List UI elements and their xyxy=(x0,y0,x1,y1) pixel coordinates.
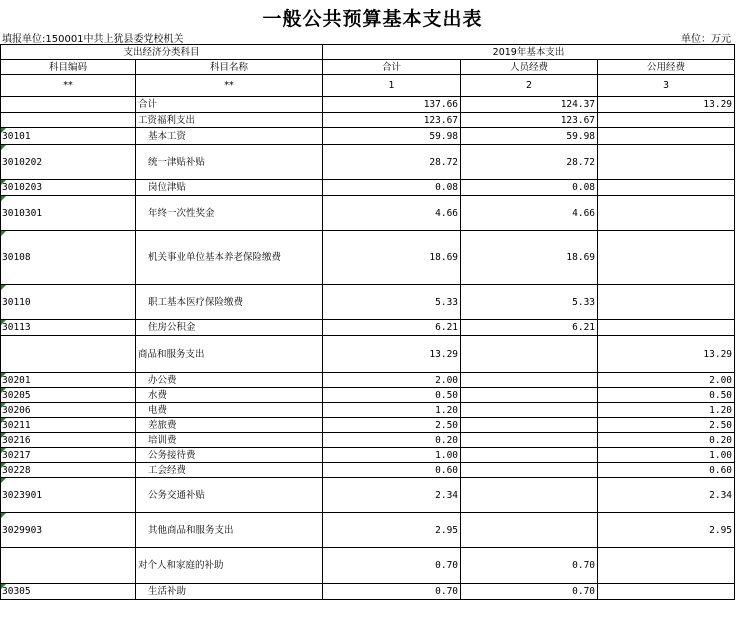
row-code: 30206 xyxy=(1,403,136,418)
row-public: 1.00 xyxy=(598,448,735,463)
row-name: 生活补助 xyxy=(136,584,323,600)
row-personnel: 28.72 xyxy=(461,145,598,180)
header-index-row xyxy=(1,75,735,97)
table-row xyxy=(1,320,735,336)
row-total: 13.29 xyxy=(323,336,461,373)
row-code: 3010301 xyxy=(1,196,136,231)
row-public xyxy=(598,145,735,180)
row-name: 岗位津贴 xyxy=(136,180,323,196)
table-row xyxy=(1,196,735,231)
row-public xyxy=(598,548,735,584)
row-code: 3023901 xyxy=(1,478,136,513)
budget-table xyxy=(0,44,735,600)
row-public: 2.34 xyxy=(598,478,735,513)
index-personnel: 2 xyxy=(461,75,598,97)
row-name: 其他商品和服务支出 xyxy=(136,513,323,548)
table-row xyxy=(1,403,735,418)
row-name: 水费 xyxy=(136,388,323,403)
row-total: 2.34 xyxy=(323,478,461,513)
row-name: 合计 xyxy=(136,97,323,113)
row-total: 5.33 xyxy=(323,285,461,320)
row-personnel: 6.21 xyxy=(461,320,598,336)
index-code: ** xyxy=(1,75,136,97)
table-row xyxy=(1,448,735,463)
row-personnel xyxy=(461,433,598,448)
row-total: 0.08 xyxy=(323,180,461,196)
row-public: 1.20 xyxy=(598,403,735,418)
row-code: 30205 xyxy=(1,388,136,403)
row-personnel xyxy=(461,388,598,403)
row-code xyxy=(1,336,136,373)
row-code: 30108 xyxy=(1,231,136,285)
row-name: 住房公积金 xyxy=(136,320,323,336)
table-row xyxy=(1,548,735,584)
table-row xyxy=(1,433,735,448)
row-code: 30228 xyxy=(1,463,136,478)
row-public: 0.50 xyxy=(598,388,735,403)
header-total: 合计 xyxy=(323,60,461,75)
row-code xyxy=(1,113,136,128)
row-total: 1.00 xyxy=(323,448,461,463)
row-total: 18.69 xyxy=(323,231,461,285)
row-personnel xyxy=(461,418,598,433)
table-row xyxy=(1,373,735,388)
row-name: 年终一次性奖金 xyxy=(136,196,323,231)
index-total: 1 xyxy=(323,75,461,97)
row-personnel: 0.70 xyxy=(461,548,598,584)
row-personnel xyxy=(461,336,598,373)
row-public xyxy=(598,584,735,600)
reporting-unit: 填报单位:150001中共上犹县委党校机关 xyxy=(2,34,184,45)
row-name: 公务接待费 xyxy=(136,448,323,463)
table-row xyxy=(1,418,735,433)
row-public xyxy=(598,180,735,196)
row-code: 3029903 xyxy=(1,513,136,548)
row-name: 商品和服务支出 xyxy=(136,336,323,373)
row-personnel xyxy=(461,478,598,513)
row-name: 办公费 xyxy=(136,373,323,388)
row-code xyxy=(1,548,136,584)
header-year-basic: 2019年基本支出 xyxy=(323,45,735,60)
table-body xyxy=(1,97,735,600)
table-row xyxy=(1,97,735,113)
row-total: 59.98 xyxy=(323,128,461,145)
header-personnel: 人员经费 xyxy=(461,60,598,75)
row-total: 0.70 xyxy=(323,548,461,584)
row-total: 2.95 xyxy=(323,513,461,548)
row-personnel xyxy=(461,448,598,463)
row-total: 6.21 xyxy=(323,320,461,336)
row-name: 工会经费 xyxy=(136,463,323,478)
table-row xyxy=(1,128,735,145)
index-public: 3 xyxy=(598,75,735,97)
table-row xyxy=(1,285,735,320)
page-title: 一般公共预算基本支出表 xyxy=(262,8,483,30)
row-code: 30305 xyxy=(1,584,136,600)
row-name: 差旅费 xyxy=(136,418,323,433)
row-total: 2.50 xyxy=(323,418,461,433)
row-personnel: 59.98 xyxy=(461,128,598,145)
row-name: 职工基本医疗保险缴费 xyxy=(136,285,323,320)
row-total: 0.20 xyxy=(323,433,461,448)
header-economic-class: 支出经济分类科目 xyxy=(1,45,323,60)
row-personnel xyxy=(461,463,598,478)
row-public: 13.29 xyxy=(598,97,735,113)
row-code: 30211 xyxy=(1,418,136,433)
row-public: 2.95 xyxy=(598,513,735,548)
row-public xyxy=(598,320,735,336)
row-total: 1.20 xyxy=(323,403,461,418)
row-total: 137.66 xyxy=(323,97,461,113)
row-name: 基本工资 xyxy=(136,128,323,145)
row-total: 0.60 xyxy=(323,463,461,478)
row-personnel xyxy=(461,373,598,388)
row-code: 3010202 xyxy=(1,145,136,180)
table-row xyxy=(1,478,735,513)
table-row xyxy=(1,584,735,600)
row-total: 0.70 xyxy=(323,584,461,600)
row-public xyxy=(598,196,735,231)
row-public xyxy=(598,231,735,285)
table-row xyxy=(1,113,735,128)
currency-unit: 单位：万元 xyxy=(681,34,731,45)
row-total: 123.67 xyxy=(323,113,461,128)
row-name: 电费 xyxy=(136,403,323,418)
table-row xyxy=(1,336,735,373)
row-code: 30216 xyxy=(1,433,136,448)
row-code: 30110 xyxy=(1,285,136,320)
row-public xyxy=(598,113,735,128)
row-name: 统一津贴补贴 xyxy=(136,145,323,180)
header-column-row xyxy=(1,60,735,75)
row-public: 2.50 xyxy=(598,418,735,433)
row-code: 30113 xyxy=(1,320,136,336)
row-personnel: 124.37 xyxy=(461,97,598,113)
row-code: 3010203 xyxy=(1,180,136,196)
table-row xyxy=(1,180,735,196)
row-public: 13.29 xyxy=(598,336,735,373)
row-code: 30101 xyxy=(1,128,136,145)
index-name: ** xyxy=(136,75,323,97)
row-public: 0.20 xyxy=(598,433,735,448)
table-row xyxy=(1,145,735,180)
row-personnel: 123.67 xyxy=(461,113,598,128)
table-row xyxy=(1,513,735,548)
row-name: 工资福利支出 xyxy=(136,113,323,128)
row-code: 30201 xyxy=(1,373,136,388)
row-total: 28.72 xyxy=(323,145,461,180)
row-personnel xyxy=(461,403,598,418)
row-code xyxy=(1,97,136,113)
row-code: 30217 xyxy=(1,448,136,463)
row-name: 对个人和家庭的补助 xyxy=(136,548,323,584)
header-name: 科目名称 xyxy=(136,60,323,75)
row-public: 2.00 xyxy=(598,373,735,388)
row-personnel xyxy=(461,513,598,548)
row-public xyxy=(598,285,735,320)
row-personnel: 4.66 xyxy=(461,196,598,231)
header-code: 科目编码 xyxy=(1,60,136,75)
row-personnel: 18.69 xyxy=(461,231,598,285)
header-group-row xyxy=(1,45,735,60)
row-public: 0.60 xyxy=(598,463,735,478)
row-total: 2.00 xyxy=(323,373,461,388)
row-name: 公务交通补贴 xyxy=(136,478,323,513)
row-personnel: 0.08 xyxy=(461,180,598,196)
row-total: 4.66 xyxy=(323,196,461,231)
row-total: 0.50 xyxy=(323,388,461,403)
row-name: 机关事业单位基本养老保险缴费 xyxy=(136,231,323,285)
row-name: 培训费 xyxy=(136,433,323,448)
row-public xyxy=(598,128,735,145)
table-row xyxy=(1,463,735,478)
table-row xyxy=(1,388,735,403)
row-personnel: 5.33 xyxy=(461,285,598,320)
table-row xyxy=(1,231,735,285)
header-public: 公用经费 xyxy=(598,60,735,75)
row-personnel: 0.70 xyxy=(461,584,598,600)
